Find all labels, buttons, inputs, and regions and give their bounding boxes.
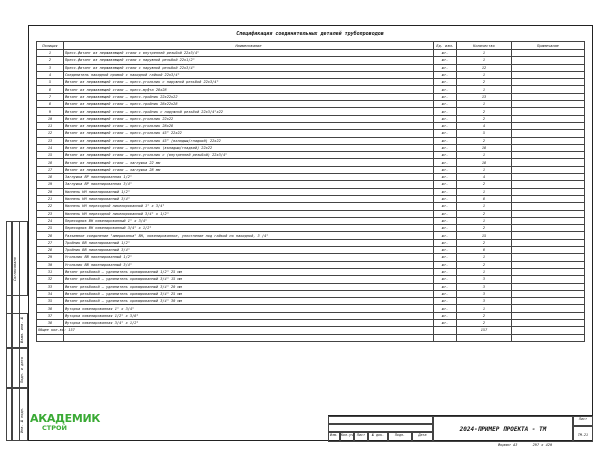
row-unit: шт. — [434, 188, 457, 195]
row-quantity: 4 — [457, 174, 512, 181]
row-name: Фитинг из нержавеющей стали – пресс-угольник 28х28 — [64, 122, 434, 129]
row-unit: шт. — [434, 261, 457, 268]
row-note — [512, 50, 585, 57]
row-note — [512, 290, 585, 297]
row-position: 1 — [37, 50, 64, 57]
row-position: 14 — [37, 144, 64, 151]
row-note — [512, 217, 585, 224]
row-position: 7 — [37, 93, 64, 100]
row-note — [512, 261, 585, 268]
row-name: Фитинг из нержавеющей стали – заглушка 28 мм — [64, 166, 434, 173]
row-unit: шт. — [434, 276, 457, 283]
row-name: Угольник ВВ никелированный 3/4" — [64, 261, 434, 268]
row-unit: шт. — [434, 174, 457, 181]
row-quantity: 2 — [457, 319, 512, 326]
table-row — [37, 239, 585, 246]
row-unit: шт. — [434, 79, 457, 86]
stamp-head-sign: Подп. — [388, 432, 412, 442]
table-row — [37, 108, 585, 115]
row-name: Фитинг из нержавеющей стали – пресс-угольник с (внутренней резьбой) 22х3/4" — [64, 152, 434, 159]
table-row — [37, 86, 585, 93]
row-position: 10 — [37, 115, 64, 122]
row-name: Фитинг резьбовой – удлинитель хромированный 3/4" 25 мм — [64, 290, 434, 297]
spec-title: Спецификация соединительных деталей трубопроводов — [236, 31, 384, 37]
table-row — [37, 290, 585, 297]
company-logo — [30, 412, 102, 434]
row-note — [512, 137, 585, 144]
spec-body — [37, 50, 585, 342]
table-row — [37, 130, 585, 137]
row-position: 24 — [37, 217, 64, 224]
row-quantity: 2 — [457, 210, 512, 217]
stamp-row-2 — [328, 424, 433, 432]
row-note — [512, 239, 585, 246]
row-name: Пресс-фитинг из нержавеющей стали с наружной резьбой 22х3/4" — [64, 64, 434, 71]
row-quantity: 2 — [457, 261, 512, 268]
row-note — [512, 115, 585, 122]
label-approved: Согласовано — [13, 257, 17, 281]
row-unit: шт. — [434, 64, 457, 71]
table-row — [37, 64, 585, 71]
row-unit: шт. — [434, 247, 457, 254]
table-row — [37, 50, 585, 57]
row-name: Фитинг из нержавеющей стали – пресс-угольник 45° 22х22 — [64, 130, 434, 137]
row-name: Пресс-фитинг из нержавеющей стали с наружной резьбой 22х1/2" — [64, 57, 434, 64]
row-note — [512, 64, 585, 71]
row-unit: шт. — [434, 93, 457, 100]
row-quantity: 3 — [457, 276, 512, 283]
row-position: 17 — [37, 166, 64, 173]
row-quantity: 1 — [457, 254, 512, 261]
row-position: 12 — [37, 130, 64, 137]
spec-header-row — [37, 42, 585, 50]
row-position: 20 — [37, 188, 64, 195]
row-position: 30 — [37, 261, 64, 268]
table-row — [37, 166, 585, 173]
row-position: 33 — [37, 283, 64, 290]
stamp-head-change: Изм. — [328, 432, 340, 442]
row-unit: шт. — [434, 122, 457, 129]
row-position: 28 — [37, 247, 64, 254]
row-note — [512, 195, 585, 202]
row-quantity: 2 — [457, 312, 512, 319]
empty-cell — [512, 334, 585, 341]
row-note — [512, 247, 585, 254]
total-row — [37, 327, 585, 334]
table-row — [37, 283, 585, 290]
row-note — [512, 122, 585, 129]
table-row — [37, 261, 585, 268]
row-unit: шт. — [434, 86, 457, 93]
table-row — [37, 319, 585, 326]
table-row — [37, 137, 585, 144]
table-row — [37, 305, 585, 312]
table-row — [37, 268, 585, 275]
row-quantity: 3 — [457, 283, 512, 290]
total-quantity: 157 — [457, 327, 512, 334]
row-note — [512, 79, 585, 86]
row-note — [512, 86, 585, 93]
row-position: 29 — [37, 254, 64, 261]
row-unit: шт. — [434, 181, 457, 188]
row-unit: шт. — [434, 290, 457, 297]
row-note — [512, 188, 585, 195]
row-position: 22 — [37, 203, 64, 210]
row-unit: шт. — [434, 283, 457, 290]
row-position: 8 — [37, 101, 64, 108]
row-quantity: 1 — [457, 188, 512, 195]
sheet-label: Лист — [573, 416, 593, 426]
stamp-head-docnum: № док. — [368, 432, 388, 442]
row-name: Тройник ВВ никелированный 1/2" — [64, 239, 434, 246]
total-label: Общее кол-во: 157 — [38, 328, 75, 333]
label-replacement-inv: Взам. инв. № — [20, 317, 24, 343]
row-position: 34 — [37, 290, 64, 297]
page-size: 297 х 420 — [532, 443, 553, 447]
table-row — [37, 195, 585, 202]
row-name: Фитинг из нержавеющей стали – пресс-угольник 45° (вкладыш/гладкий) 22х22 — [64, 137, 434, 144]
row-unit: шт. — [434, 210, 457, 217]
row-position: 32 — [37, 276, 64, 283]
row-quantity: 3 — [457, 298, 512, 305]
row-unit: шт. — [434, 50, 457, 57]
row-name: Заглушка ВР никелированная 1/2" — [64, 174, 434, 181]
row-note — [512, 283, 585, 290]
row-position: 37 — [37, 312, 64, 319]
row-note — [512, 225, 585, 232]
row-unit: шт. — [434, 101, 457, 108]
row-name: Переходник ВН никелированный 1" х 3/4" — [64, 217, 434, 224]
row-quantity: 1 — [457, 50, 512, 57]
row-name: Фитинг резьбовой – удлинитель хромированный 3/4" 15 мм — [64, 276, 434, 283]
label-sign-date: Подп. и дата — [20, 357, 24, 383]
approval-strip-cell-2 — [6, 313, 28, 348]
row-quantity: 4 — [457, 122, 512, 129]
row-quantity: 1 — [457, 203, 512, 210]
row-unit: шт. — [434, 232, 457, 239]
logo-sub: СТРОЙ — [42, 424, 67, 432]
empty-cell — [434, 334, 457, 341]
row-note — [512, 203, 585, 210]
table-row — [37, 159, 585, 166]
label-original-inv: Инв. № подл. — [20, 407, 24, 433]
row-name: Фитинг резьбовой – удлинитель хромированный 3/4" 20 мм — [64, 283, 434, 290]
row-name: Футорка никелированная 1/2" х 3/8" — [64, 312, 434, 319]
table-row — [37, 254, 585, 261]
row-position: 16 — [37, 159, 64, 166]
row-note — [512, 71, 585, 78]
row-name: Фитинг резьбовой – удлинитель хромированный 1/2" 25 мм — [64, 268, 434, 275]
row-unit: шт. — [434, 71, 457, 78]
table-row — [37, 122, 585, 129]
col-header-unit: Ед. изм. — [434, 42, 457, 50]
row-note — [512, 276, 585, 283]
row-unit: шт. — [434, 298, 457, 305]
row-name: Разъемное соединение "американка" ВН, никелированное, уплотнение под гайкой по накидной, 3 /4" — [64, 232, 434, 239]
table-row — [37, 101, 585, 108]
row-quantity: 2 — [457, 115, 512, 122]
stamp-head-date: Дата — [412, 432, 433, 442]
row-note — [512, 312, 585, 319]
row-position: 31 — [37, 268, 64, 275]
row-note — [512, 144, 585, 151]
row-position: 11 — [37, 122, 64, 129]
row-position: 15 — [37, 152, 64, 159]
table-row — [37, 217, 585, 224]
row-note — [512, 319, 585, 326]
row-name: Фитинг резьбовой – удлинитель хромированный 3/4" 30 мм — [64, 298, 434, 305]
row-quantity: 13 — [457, 93, 512, 100]
row-quantity: 18 — [457, 159, 512, 166]
stamp-head-sheet: Лист — [354, 432, 368, 442]
table-row — [37, 298, 585, 305]
row-note — [512, 130, 585, 137]
row-name: Ниппель НН переходной никелированный 1" х 3/4" — [64, 203, 434, 210]
row-note — [512, 101, 585, 108]
row-name: Пресс-фитинг из нержавеющей стали с внутренней резьбой 22х3/4" — [64, 50, 434, 57]
row-name: Фитинг из нержавеющей стали – пресс-угольник с наружной резьбой 22х3/4" — [64, 79, 434, 86]
row-quantity: 1 — [457, 86, 512, 93]
row-position: 21 — [37, 195, 64, 202]
row-note — [512, 181, 585, 188]
row-position: 26 — [37, 232, 64, 239]
row-position: 27 — [37, 239, 64, 246]
row-name: Соединитель накидной прямой с накидной гайкой 22х3/4" — [64, 71, 434, 78]
title-block — [328, 415, 593, 442]
row-unit: шт. — [434, 305, 457, 312]
row-unit: шт. — [434, 108, 457, 115]
row-name: Заглушка ВР никелированная 3/4" — [64, 181, 434, 188]
row-unit: шт. — [434, 159, 457, 166]
row-position: 13 — [37, 137, 64, 144]
row-name: Фитинг из нержавеющей стали – заглушка 22 мм — [64, 159, 434, 166]
row-quantity: 18 — [457, 144, 512, 151]
row-unit: шт. — [434, 239, 457, 246]
row-unit: шт. — [434, 57, 457, 64]
row-note — [512, 298, 585, 305]
row-quantity: 1 — [457, 268, 512, 275]
row-position: 18 — [37, 174, 64, 181]
row-name: Футорка никелированная 3/4" х 1/2" — [64, 319, 434, 326]
row-quantity: 8 — [457, 195, 512, 202]
row-quantity: 1 — [457, 305, 512, 312]
row-note — [512, 57, 585, 64]
project-code: 2024-ПРИМЕР ПРОЕКТА - ТМ — [433, 416, 573, 442]
row-quantity: 1 — [457, 57, 512, 64]
row-unit: шт. — [434, 130, 457, 137]
table-row — [37, 276, 585, 283]
logo-word: АКАДЕМИК — [30, 412, 101, 425]
empty-cell — [457, 334, 512, 341]
row-unit: шт. — [434, 217, 457, 224]
row-quantity: 3 — [457, 290, 512, 297]
table-row — [37, 174, 585, 181]
row-position: 5 — [37, 79, 64, 86]
approval-strip-cell-3 — [6, 348, 28, 388]
table-row — [37, 225, 585, 232]
row-name: Футорка никелированная 1" х 3/4" — [64, 305, 434, 312]
table-row — [37, 210, 585, 217]
row-note — [512, 268, 585, 275]
table-row — [37, 203, 585, 210]
spec-table — [36, 41, 585, 342]
row-unit: шт. — [434, 115, 457, 122]
row-quantity: 5 — [457, 130, 512, 137]
row-name: Фитинг из нержавеющей стали – пресс-тройник 28х22х28 — [64, 101, 434, 108]
row-position: 2 — [37, 57, 64, 64]
row-note — [512, 210, 585, 217]
row-name: Ниппель НН переходной никелированный 3/4" х 1/2" — [64, 210, 434, 217]
col-header-quantity: Количество — [457, 42, 512, 50]
row-position: 4 — [37, 71, 64, 78]
table-row — [37, 232, 585, 239]
table-row — [37, 312, 585, 319]
row-name: Фитинг из нержавеющей стали – пресс-угольник 22х22 — [64, 115, 434, 122]
row-note — [512, 108, 585, 115]
format-value: Формат А3 — [498, 443, 518, 447]
row-position: 19 — [37, 181, 64, 188]
row-name: Фитинг из нержавеющей стали – пресс-тройник с наружной резьбой 22х3/4"х22 — [64, 108, 434, 115]
row-quantity: 2 — [457, 108, 512, 115]
row-quantity: 2 — [457, 239, 512, 246]
row-unit: шт. — [434, 195, 457, 202]
col-header-note: Примечание — [512, 42, 585, 50]
row-unit: шт. — [434, 144, 457, 151]
row-unit: шт. — [434, 137, 457, 144]
row-quantity: 15 — [457, 232, 512, 239]
col-header-name: Наименование — [64, 42, 434, 50]
total-note — [512, 327, 585, 334]
row-unit: шт. — [434, 312, 457, 319]
row-quantity: 6 — [457, 247, 512, 254]
row-unit: шт. — [434, 152, 457, 159]
row-name: Ниппель НН никелированный 1/2" — [64, 188, 434, 195]
total-spacer-1 — [64, 327, 434, 334]
approval-strip-cell-1 — [6, 221, 28, 296]
table-row — [37, 115, 585, 122]
stamp-row-1 — [328, 416, 433, 424]
col-header-position: Позиция — [37, 42, 64, 50]
table-row — [37, 79, 585, 86]
empty-cell — [37, 334, 64, 341]
row-quantity: 2 — [457, 137, 512, 144]
table-row — [37, 247, 585, 254]
row-note — [512, 305, 585, 312]
row-name: Угольник ВВ никелированный 1/2" — [64, 254, 434, 261]
row-name: Переходник ВН никелированный 3/4" х 1/2" — [64, 225, 434, 232]
row-unit: шт. — [434, 203, 457, 210]
row-quantity: 12 — [457, 64, 512, 71]
table-row — [37, 144, 585, 151]
row-note — [512, 159, 585, 166]
row-position: 38 — [37, 319, 64, 326]
row-unit: шт. — [434, 254, 457, 261]
row-quantity: 2 — [457, 225, 512, 232]
row-unit: шт. — [434, 319, 457, 326]
row-position: 35 — [37, 298, 64, 305]
row-position: 6 — [37, 86, 64, 93]
row-unit: шт. — [434, 268, 457, 275]
stamp-head-count: Кол.уч — [340, 432, 354, 442]
row-position: 3 — [37, 64, 64, 71]
empty-cell — [64, 334, 434, 341]
row-unit: шт. — [434, 225, 457, 232]
row-note — [512, 174, 585, 181]
row-note — [512, 152, 585, 159]
row-quantity: 2 — [457, 181, 512, 188]
row-note — [512, 166, 585, 173]
row-position: 23 — [37, 210, 64, 217]
total-spacer-2 — [434, 327, 457, 334]
row-position: 36 — [37, 305, 64, 312]
row-note — [512, 254, 585, 261]
row-quantity: 1 — [457, 166, 512, 173]
row-name: Фитинг из нержавеющей стали – пресс-угольник (вкладыш/гладкий) 22х22 — [64, 144, 434, 151]
row-unit: шт. — [434, 166, 457, 173]
table-row — [37, 188, 585, 195]
table-row — [37, 93, 585, 100]
row-quantity: 2 — [457, 79, 512, 86]
row-name: Фитинг из нержавеющей стали – пресс-муфта 28х28 — [64, 86, 434, 93]
row-name: Ниппель НН никелированный 3/4" — [64, 195, 434, 202]
row-note — [512, 232, 585, 239]
row-quantity: 1 — [457, 217, 512, 224]
approval-strip — [6, 221, 28, 441]
sheet-number: ТМ-21 — [573, 426, 593, 442]
table-row — [37, 181, 585, 188]
row-quantity: 1 — [457, 71, 512, 78]
table-row — [37, 152, 585, 159]
row-note — [512, 93, 585, 100]
table-row — [37, 71, 585, 78]
row-quantity: 1 — [457, 152, 512, 159]
approval-strip-cell-4 — [6, 388, 28, 441]
row-position: 9 — [37, 108, 64, 115]
row-quantity: 1 — [457, 101, 512, 108]
row-name: Фитинг из нержавеющей стали – пресс-тройник 22х22х22 — [64, 93, 434, 100]
empty-row — [37, 334, 585, 341]
row-name: Тройник ВВ никелированный 3/4" — [64, 247, 434, 254]
format-label — [498, 443, 552, 447]
table-row — [37, 57, 585, 64]
row-position: 25 — [37, 225, 64, 232]
